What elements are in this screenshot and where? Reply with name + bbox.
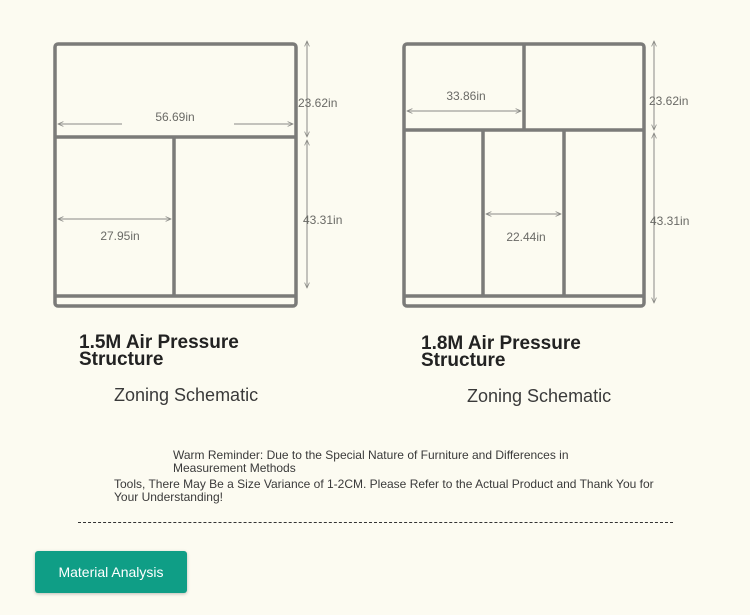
right-bottom-height-label: 43.31in — [650, 214, 690, 228]
material-analysis-button[interactable]: Material Analysis — [35, 551, 187, 593]
cabinet-right-title: 1.8M Air Pressure Structure — [421, 333, 581, 371]
dashed-divider — [78, 522, 673, 523]
cabinet-left-subtitle: Zoning Schematic — [114, 385, 259, 405]
cabinet-right-dimensions — [407, 41, 654, 303]
right-top-compartment-width-label: 33.86in — [446, 89, 486, 103]
left-bottom-height-label: 43.31in — [303, 213, 343, 227]
cabinet-left-title: 1.5M Air Pressure Structure — [79, 332, 239, 370]
cabinet-left-frame — [55, 44, 296, 306]
left-width-label: 56.69in — [155, 110, 195, 124]
right-compartment-width-label: 22.44in — [506, 230, 546, 244]
warm-reminder-line-2: Tools, There May Be a Size Variance of 1-2CM. Please Refer to the Actual Product and Thank You for Your Understanding! — [114, 477, 654, 504]
left-top-height-label: 23.62in — [298, 96, 338, 110]
cabinet-left-dimensions — [58, 41, 307, 288]
warm-reminder-line-1: Warm Reminder: Due to the Special Nature of Furniture and Differences in Measurement Methods — [173, 448, 569, 475]
cabinet-right-subtitle: Zoning Schematic — [467, 386, 612, 406]
right-top-height-label: 23.62in — [649, 94, 689, 108]
cabinet-right-frame — [404, 44, 644, 306]
left-compartment-width-label: 27.95in — [100, 229, 140, 243]
